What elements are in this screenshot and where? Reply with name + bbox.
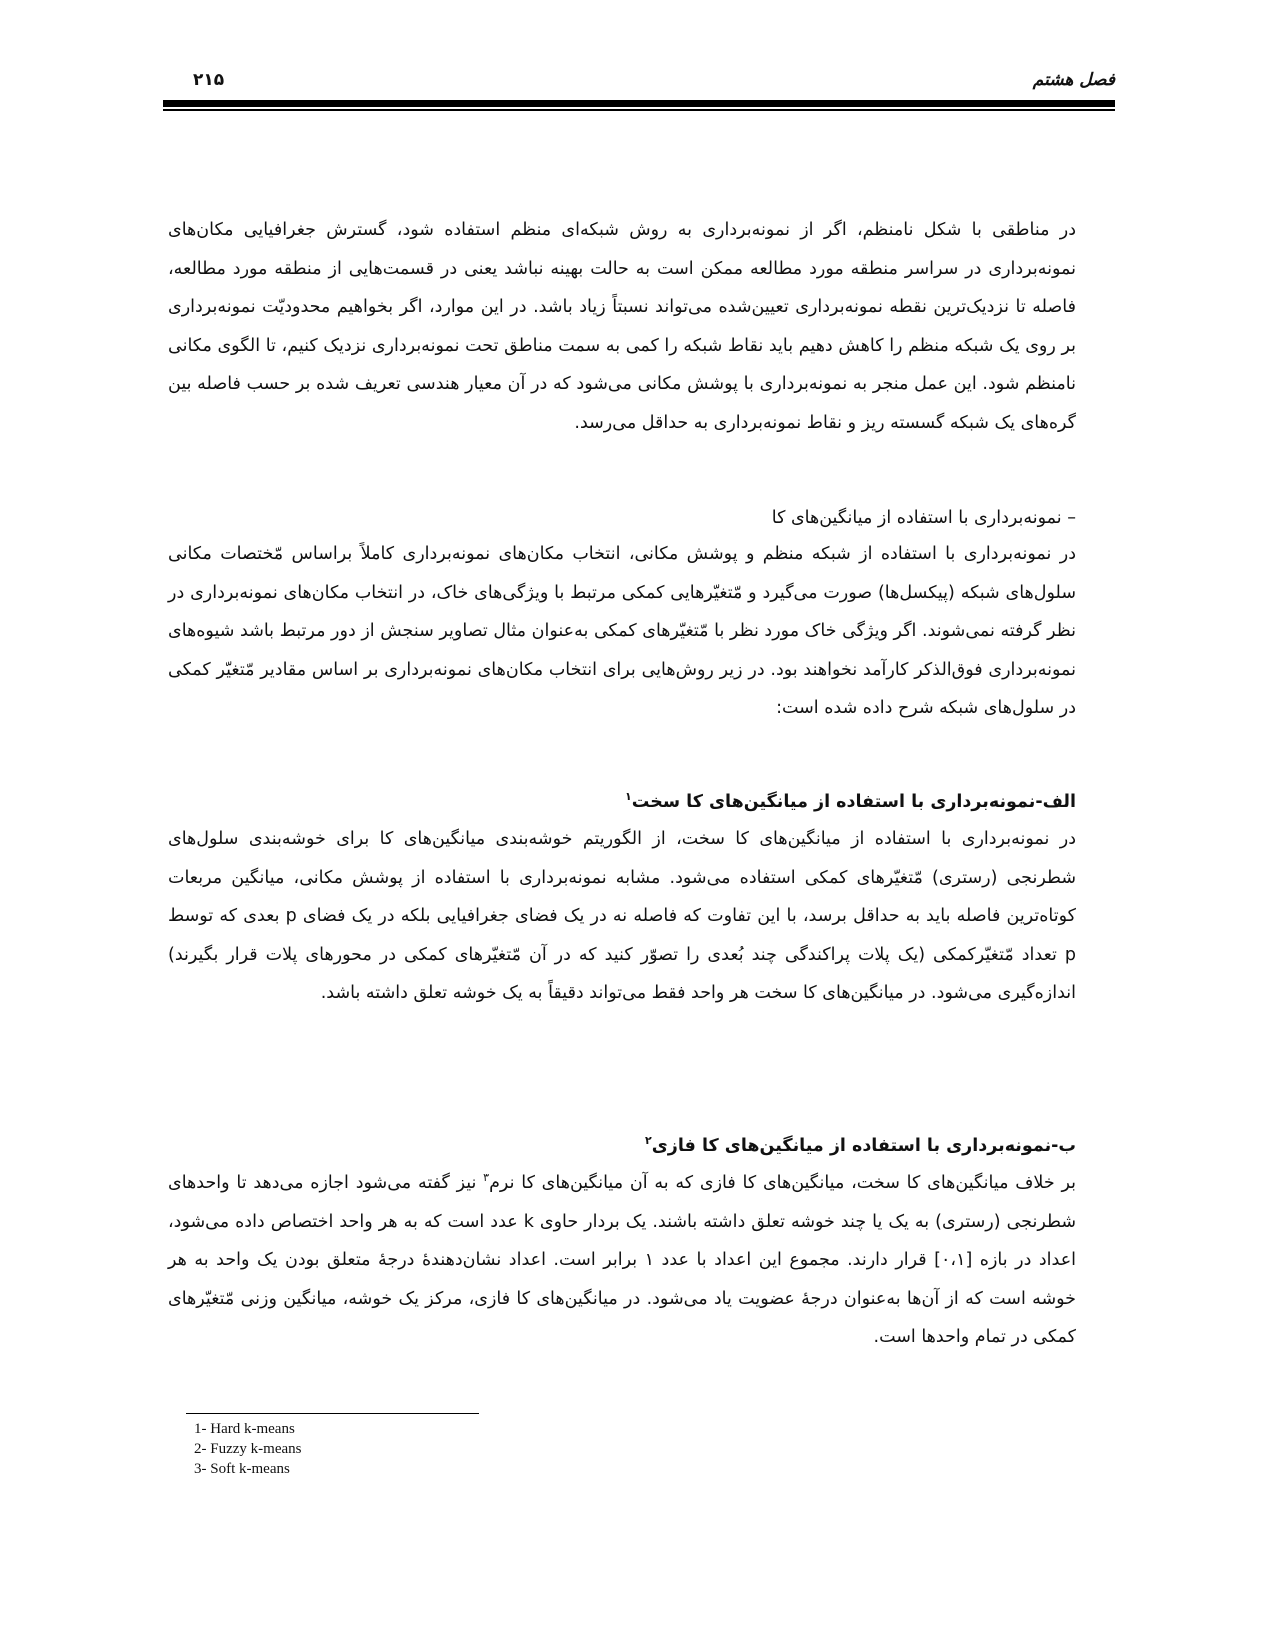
heading-fuzzy-kmeans bbox=[645, 1127, 1076, 1165]
footnote-ref-1: ۱ bbox=[624, 790, 632, 804]
bullet-kmeans-sampling: – نمونه‌برداری با استفاده از میانگین‌های کا bbox=[771, 508, 1076, 528]
footnote-1: 1- Hard k-means bbox=[194, 1421, 295, 1437]
heading-hard-kmeans-text: الف-نمونه‌برداری با استفاده از میانگین‌های کا سخت bbox=[631, 792, 1076, 812]
footnote-ref-2: ۲ bbox=[645, 1134, 652, 1148]
page-number: ۲۱۵ bbox=[193, 70, 225, 90]
footnote-3: 3- Soft k-means bbox=[194, 1461, 290, 1477]
footnote-ref-3: ۳ bbox=[483, 1171, 490, 1185]
page-header bbox=[163, 66, 1115, 96]
paragraph-fuzzy-kmeans bbox=[168, 1164, 1076, 1357]
footnote-separator bbox=[186, 1413, 479, 1414]
chapter-title: فصل هشتم bbox=[1032, 70, 1115, 90]
paragraph-irregular-regions: در مناطقی با شکل نامنظم، اگر از نمونه‌برداری به روش شبکه‌ای منظم استفاده شود، گسترش جغرافیایی مکان‌های نمونه‌برداری در سراسر منطقه مورد مطالعه ممکن است به حالت بهینه نباشد یعنی در قسمت‌هایی از منطقه مورد مطالعه، فاصله تا نزدیک‌ترین نقطه نمونه‌برداری تعیین‌شده می‌تواند نسبتاً زیاد باشد. در این موارد، اگر بخواهیم محدودیّت نمونه‌برداری بر روی یک شبکه منظم را کاهش دهیم باید نقاط شبکه را کمی به سمت مناطق تحت نمونه‌برداری نزدیک کنیم، تا الگوی مکانی نامنظم شود. این عمل منجر به نمونه‌برداری با پوشش مکانی می‌شود که در آن معیار هندسی تعریف شده بر حسب فاصله بین گره‌های یک شبکه گسسته ریز و نقاط نمونه‌برداری به حداقل می‌رسد. bbox=[168, 220, 1076, 433]
paragraph-fuzzy-kmeans-rest: نیز گفته می‌شود اجازه می‌دهد تا واحدهای شطرنجی (رستری) به یک یا چند خوشه تعلق داشته باشند. یک بردار حاوی k عدد است که به هر واحد اختصاص داده می‌شود، اعداد در بازه [۰،۱] قرار دارند. مجموع این اعداد با عدد ۱ برابر است. اعداد نشان‌دهندهٔ درجهٔ متعلق بودن یک واحد به هر خوشه است که از آن‌ها به‌عنوان درجهٔ عضویت یاد می‌شود. در میانگین‌های کا فازی، مرکز یک خوشه، میانگین وزنی مّتغیّرهای کمکی در تمام واحدها است. bbox=[168, 1173, 1077, 1347]
paragraph-fuzzy-kmeans-start: بر خلاف میانگین‌های کا سخت، میانگین‌های کا فازی که به آن میانگین‌های کا نرم bbox=[489, 1173, 1076, 1193]
heading-fuzzy-kmeans-text: ب-نمونه‌برداری با استفاده از میانگین‌های کا فازی bbox=[651, 1136, 1076, 1156]
header-rule-thick bbox=[163, 100, 1115, 107]
heading-hard-kmeans bbox=[625, 783, 1076, 821]
footnotes bbox=[194, 1419, 301, 1479]
header-rule-thin bbox=[163, 109, 1115, 111]
paragraph-hard-kmeans: در نمونه‌برداری با استفاده از میانگین‌های کا سخت، از الگوریتم خوشه‌بندی میانگین‌های کا برای خوشه‌بندی سلول‌های شطرنجی (رستری) مّتغیّرهای کمکی استفاده می‌شود. مشابه نمونه‌برداری با استفاده از پوشش مکانی، میانگین مربعات کوتاه‌ترین فاصله باید به حداقل برسد، با این تفاوت که فاصله نه در یک فضای جغرافیایی بلکه در یک فضای p بعدی که توسط p تعداد مّتغیّرکمکی (یک پلات پراکندگی چند بُعدی را تصوّر کنید که در آن مّتغیّرهای کمکی در محورهای پلات قرار بگیرند) اندازه‌گیری می‌شود. در میانگین‌های کا سخت هر واحد فقط می‌تواند دقیقاً به یک خوشه تعلق داشته باشد. bbox=[168, 829, 1076, 1003]
paragraph-auxiliary-variables: در نمونه‌برداری با استفاده از شبکه منظم و پوشش مکانی، انتخاب مکان‌های نمونه‌برداری کاملاً براساس مّختصات مکانی سلول‌های شبکه (پیکسل‌ها) صورت می‌گیرد و مّتغیّرهایی کمکی مرتبط با ویژگی‌های خاک، در انتخاب مکان‌های نمونه‌برداری در نظر گرفته نمی‌شوند. اگر ویژگی خاک مورد نظر با مّتغیّرهای کمکی به‌عنوان مثال تصاویر سنجش از دور مرتبط باشد شیوه‌های نمونه‌برداری فوق‌الذکر کارآمد نخواهند بود. در زیر روش‌هایی برای انتخاب مکان‌های نمونه‌برداری بر اساس مقادیر مّتغیّر کمکی در سلول‌های شبکه شرح داده شده است: bbox=[168, 544, 1076, 718]
footnote-2: 2- Fuzzy k-means bbox=[194, 1441, 302, 1457]
